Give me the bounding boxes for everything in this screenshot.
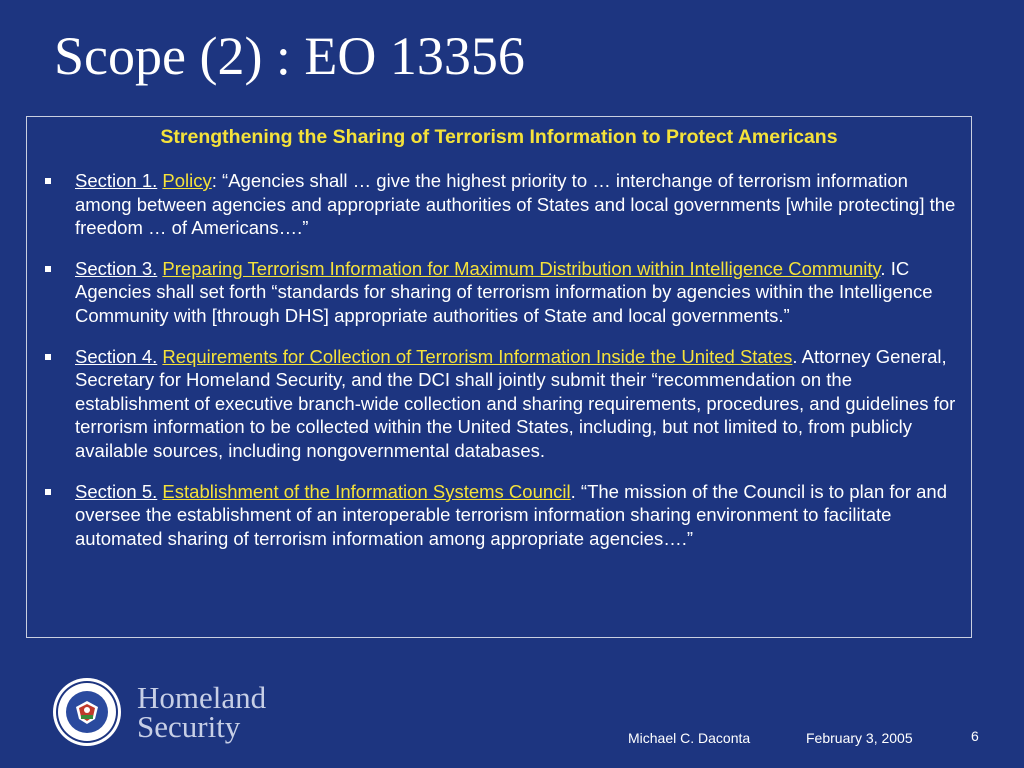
section-3-link[interactable]: Preparing Terrorism Information for Maximum Distribution within Intelligence Community	[162, 257, 881, 279]
footer-author: Michael C. Daconta	[628, 730, 751, 746]
section-label: Section 1.	[75, 170, 158, 191]
slide-title: Scope (2) : EO 13356	[54, 26, 525, 86]
brand-line2: Security	[137, 709, 241, 744]
content-box	[26, 116, 972, 638]
bullet-icon	[45, 489, 51, 495]
bullet-icon	[45, 178, 51, 184]
box-heading: Strengthening the Sharing of Terrorism Information to Protect Americans	[160, 126, 838, 148]
section-list	[27, 169, 971, 567]
section-text: . “The mission of the Council is to plan for and oversee the establishment of an interoperable terrorism information sharing environment to facilitate automated sharing of terrorism information among appropriate agencies….”	[75, 480, 947, 549]
section-label: Section 5.	[75, 480, 158, 502]
slide-number: 6	[971, 728, 979, 744]
section-5-item	[27, 480, 971, 551]
section-text: : “Agencies shall … give the highest priority to … interchange of terrorism information among between agencies and appropriate authorities of States and local governments [while protecting] the freedom … of Americans….”	[75, 170, 956, 239]
section-5-link[interactable]: Establishment of the Information Systems Council	[162, 480, 571, 502]
footer-date: February 3, 2005	[806, 730, 913, 746]
section-label: Section 4.	[75, 345, 158, 367]
section-4-item	[27, 345, 971, 463]
brand-line1: Homeland	[137, 680, 267, 715]
bullet-icon	[45, 354, 51, 360]
brand-wordmark	[137, 680, 267, 744]
section-text: . IC Agencies shall set forth “standards for sharing of terrorism information by agencies within the Intelligence Community with [through DHS] appropriate authorities of State and local governments.”	[75, 257, 933, 326]
section-3-item	[27, 257, 971, 328]
section-1-item	[27, 169, 971, 240]
bullet-icon	[45, 266, 51, 272]
section-4-link[interactable]: Requirements for Collection of Terrorism Information Inside the United States	[162, 345, 793, 367]
section-1-link[interactable]: Policy	[162, 170, 212, 191]
section-text: . Attorney General, Secretary for Homeland Security, and the DCI shall jointly submit their “recommendation on the establishment of executive branch-wide collection and sharing requirements, procedures, and guidelines for terrorism information to be collected within the United States, including, but not limited to, from publicly available sources, including nongovernmental databases.	[75, 345, 956, 461]
dhs-seal-icon	[52, 677, 122, 747]
section-label: Section 3.	[75, 257, 158, 279]
